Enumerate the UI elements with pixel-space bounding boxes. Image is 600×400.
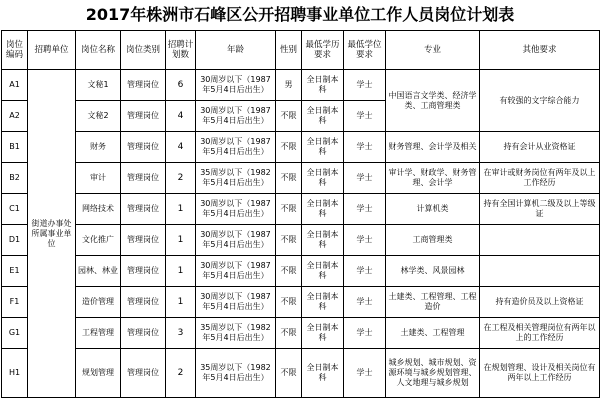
cell-other: 在审计或财务岗位有两年及以上工作经历 (480, 163, 600, 194)
cell-age: 30周岁以下（1987年5月4日后出生） (196, 194, 276, 225)
cell-age: 30周岁以下（1987年5月4日后出生） (196, 256, 276, 287)
cell-name: 网络技术 (76, 194, 121, 225)
cell-count: 1 (166, 194, 196, 225)
cell-major: 工商管理类 (386, 225, 480, 256)
header-gender: 性别 (276, 31, 302, 70)
cell-count: 2 (166, 163, 196, 194)
cell-age: 30周岁以下（1987年5月4日后出生） (196, 101, 276, 132)
cell-name: 园林、林业 (76, 256, 121, 287)
cell-major: 林学类、风景园林 (386, 256, 480, 287)
cell-degree: 学士 (344, 194, 386, 225)
cell-degree: 学士 (344, 163, 386, 194)
cell-category: 管理岗位 (121, 194, 166, 225)
cell-category: 管理岗位 (121, 132, 166, 163)
cell-major: 计算机类 (386, 194, 480, 225)
cell-major: 财务管理、会计学及相关 (386, 132, 480, 163)
cell-other (480, 225, 600, 256)
cell-degree: 学士 (344, 70, 386, 101)
cell-code: C1 (2, 194, 28, 225)
cell-degree: 学士 (344, 225, 386, 256)
cell-name: 文秘2 (76, 101, 121, 132)
cell-other: 有较强的文字综合能力 (480, 70, 600, 132)
cell-major: 中国语言文学类、经济学类、工商管理类 (386, 70, 480, 132)
cell-edu: 全日制本科 (302, 70, 344, 101)
cell-gender: 不限 (276, 225, 302, 256)
cell-count: 3 (166, 318, 196, 349)
cell-name: 审计 (76, 163, 121, 194)
header-other: 其他要求 (480, 31, 600, 70)
cell-age: 30周岁以下（1987年5月4日后出生） (196, 287, 276, 318)
table-row (2, 225, 600, 256)
cell-category: 管理岗位 (121, 318, 166, 349)
cell-other: 持有会计从业资格证 (480, 132, 600, 163)
cell-category: 管理岗位 (121, 70, 166, 101)
cell-gender: 不限 (276, 194, 302, 225)
cell-degree: 学士 (344, 349, 386, 398)
cell-degree: 学士 (344, 318, 386, 349)
cell-category: 管理岗位 (121, 101, 166, 132)
cell-code: F1 (2, 287, 28, 318)
cell-gender: 不限 (276, 132, 302, 163)
cell-count: 1 (166, 256, 196, 287)
header-degree: 最低学位要求 (344, 31, 386, 70)
table-row (2, 318, 600, 349)
header-code: 岗位编码 (2, 31, 28, 70)
header-unit: 招聘单位 (28, 31, 76, 70)
cell-age: 35周岁以下（1982年5月4日后出生） (196, 349, 276, 398)
table-row (2, 163, 600, 194)
cell-gender: 不限 (276, 101, 302, 132)
cell-degree: 学士 (344, 132, 386, 163)
cell-edu: 全日制本科 (302, 256, 344, 287)
cell-age: 35周岁以下（1982年5月4日后出生） (196, 163, 276, 194)
cell-degree: 学士 (344, 256, 386, 287)
cell-edu: 全日制本科 (302, 225, 344, 256)
cell-code: A2 (2, 101, 28, 132)
table-row (2, 70, 600, 101)
cell-code: A1 (2, 70, 28, 101)
cell-gender: 不限 (276, 256, 302, 287)
cell-code: H1 (2, 349, 28, 398)
cell-other: 持有全国计算机二级及以上等级证 (480, 194, 600, 225)
cell-code: D1 (2, 225, 28, 256)
cell-gender: 不限 (276, 349, 302, 398)
cell-category: 管理岗位 (121, 349, 166, 398)
cell-code: B2 (2, 163, 28, 194)
cell-gender: 不限 (276, 163, 302, 194)
cell-major: 土建类、工程管理、工程造价 (386, 287, 480, 318)
cell-other (480, 256, 600, 287)
header-major: 专业 (386, 31, 480, 70)
cell-code: G1 (2, 318, 28, 349)
cell-other: 在规划管理、设计及相关岗位有两年以上工作经历 (480, 349, 600, 398)
header-category: 岗位类别 (121, 31, 166, 70)
cell-degree: 学士 (344, 101, 386, 132)
cell-age: 35周岁以下（1982年5月4日后出生） (196, 318, 276, 349)
header-name: 岗位名称 (76, 31, 121, 70)
cell-count: 4 (166, 132, 196, 163)
cell-count: 6 (166, 70, 196, 101)
cell-unit: 街道办事处所属事业单位 (28, 70, 76, 398)
header-age: 年龄 (196, 31, 276, 70)
page-title: 2017年株洲市石峰区公开招聘事业单位工作人员岗位计划表 (85, 5, 515, 24)
header-count: 招聘计划数 (166, 31, 196, 70)
recruitment-table (1, 30, 600, 398)
cell-name: 文化推广 (76, 225, 121, 256)
cell-count: 1 (166, 225, 196, 256)
header-edu: 最低学历要求 (302, 31, 344, 70)
cell-age: 30周岁以下（1987年5月4日后出生） (196, 225, 276, 256)
table-row (2, 349, 600, 398)
header-row (2, 31, 600, 70)
table-row (2, 287, 600, 318)
cell-count: 4 (166, 101, 196, 132)
cell-major: 土建类、工程管理 (386, 318, 480, 349)
cell-count: 2 (166, 349, 196, 398)
cell-gender: 不限 (276, 318, 302, 349)
cell-major: 审计学、财政学、财务管理、会计学 (386, 163, 480, 194)
cell-gender: 不限 (276, 287, 302, 318)
cell-other: 持有造价员及以上资格证 (480, 287, 600, 318)
cell-other: 在工程及相关管理岗位有两年以上的工作经历 (480, 318, 600, 349)
cell-name: 规划管理 (76, 349, 121, 398)
cell-edu: 全日制本科 (302, 163, 344, 194)
cell-code: E1 (2, 256, 28, 287)
cell-name: 财务 (76, 132, 121, 163)
cell-edu: 全日制本科 (302, 287, 344, 318)
cell-age: 30周岁以下（1987年5月4日后出生） (196, 70, 276, 101)
cell-edu: 全日制本科 (302, 132, 344, 163)
cell-edu: 全日制本科 (302, 318, 344, 349)
cell-name: 文秘1 (76, 70, 121, 101)
cell-category: 管理岗位 (121, 256, 166, 287)
cell-code: B1 (2, 132, 28, 163)
table-row (2, 132, 600, 163)
cell-count: 1 (166, 287, 196, 318)
cell-category: 管理岗位 (121, 163, 166, 194)
cell-degree: 学士 (344, 287, 386, 318)
cell-gender: 男 (276, 70, 302, 101)
cell-edu: 全日制本科 (302, 101, 344, 132)
cell-category: 管理岗位 (121, 287, 166, 318)
table-row (2, 256, 600, 287)
cell-edu: 全日制本科 (302, 194, 344, 225)
cell-name: 造价管理 (76, 287, 121, 318)
table-row (2, 194, 600, 225)
cell-edu: 全日制本科 (302, 349, 344, 398)
cell-category: 管理岗位 (121, 225, 166, 256)
cell-major: 城乡规划、城市规划、资源环境与城乡规划管理、人文地理与城乡规划 (386, 349, 480, 398)
cell-age: 30周岁以下（1987年5月4日后出生） (196, 132, 276, 163)
cell-name: 工程管理 (76, 318, 121, 349)
